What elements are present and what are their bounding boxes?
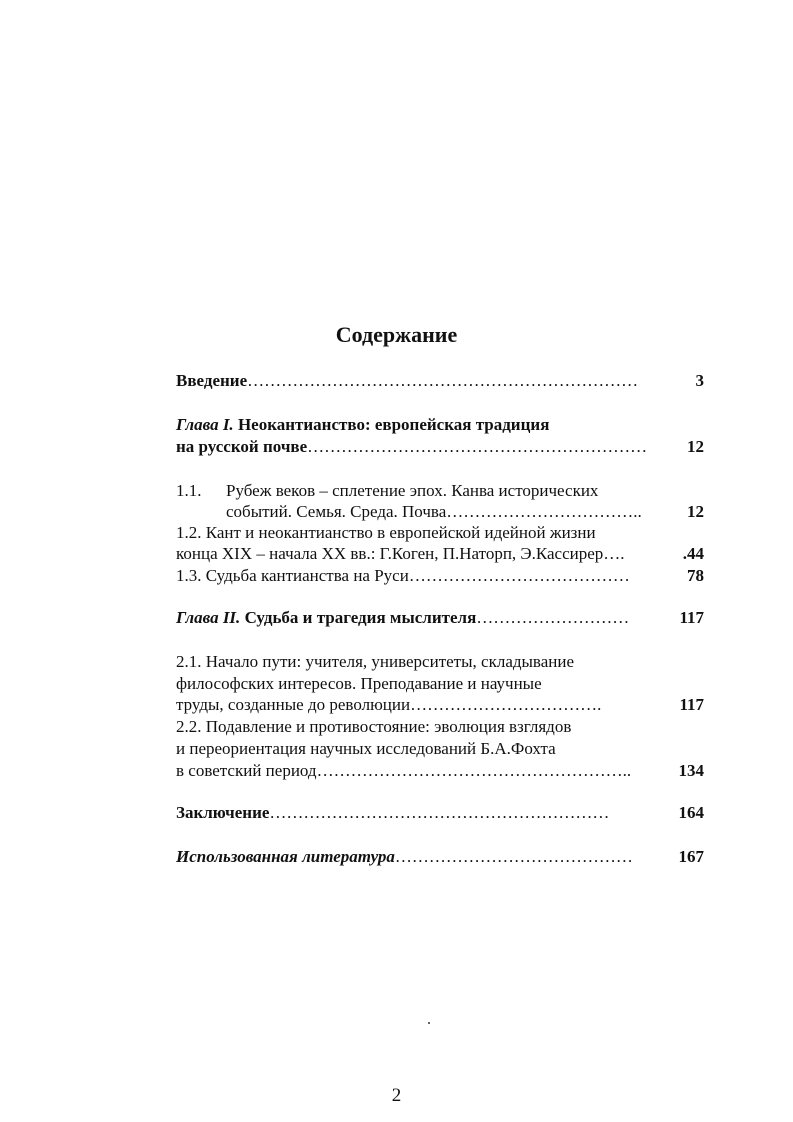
toc-entry-literature bbox=[176, 847, 704, 867]
entry-page: 117 bbox=[679, 608, 704, 627]
leader-dots: ………………………………… bbox=[408, 566, 630, 585]
toc-entry-section-2-1-cont2 bbox=[176, 695, 704, 715]
toc-entry-chapter-1 bbox=[176, 415, 704, 435]
entry-page: 12 bbox=[687, 502, 704, 521]
toc-entry-conclusion bbox=[176, 803, 704, 823]
entry-page: 164 bbox=[678, 803, 704, 822]
toc-entry-introduction bbox=[176, 371, 704, 391]
toc-entry-section-2-1 bbox=[176, 652, 704, 672]
entry-title: Судьба и трагедия мыслителя bbox=[240, 608, 477, 627]
section-number: 1.1. bbox=[176, 481, 202, 500]
entry-title: 2.2. Подавление и противостояние: эволюция взглядов bbox=[176, 717, 572, 736]
leader-dots: …………………………………………………… bbox=[307, 437, 648, 456]
page-number: 2 bbox=[391, 1085, 402, 1106]
page-title: Содержание bbox=[335, 322, 458, 347]
entry-page: 12 bbox=[687, 437, 704, 456]
leader-dots: …………………………………… bbox=[394, 847, 633, 866]
toc-entry-section-2-2-cont2 bbox=[176, 761, 704, 781]
toc-entry-section-1-2-cont bbox=[176, 544, 704, 564]
chapter-prefix: Глава I. bbox=[176, 415, 234, 434]
entry-page: 117 bbox=[679, 695, 704, 714]
leader-dots: …………………………….. bbox=[446, 502, 642, 521]
toc-entry-chapter-2 bbox=[176, 608, 704, 628]
entry-title-cont: и переориентация научных исследований Б.А.Фохта bbox=[176, 739, 556, 758]
scan-speck bbox=[428, 1022, 430, 1024]
entry-page: .44 bbox=[682, 544, 704, 563]
toc-entry-section-2-1-cont bbox=[176, 674, 704, 694]
entry-title: 2.1. Начало пути: учителя, университеты, складывание bbox=[176, 652, 575, 671]
toc-entry-section-2-2-cont bbox=[176, 739, 704, 759]
leader-dots: …………………………………………………… bbox=[269, 803, 610, 822]
entry-title: Рубеж веков – сплетение эпох. Канва исторических bbox=[226, 481, 599, 500]
entry-page: 134 bbox=[678, 761, 704, 780]
entry-title: Неокантианство: европейская традиция bbox=[233, 415, 550, 434]
entry-title-cont: в советский период bbox=[176, 761, 317, 780]
entry-title-cont: труды, созданные до революции bbox=[176, 695, 411, 714]
entry-title-cont: событий. Семья. Среда. Почва bbox=[226, 502, 447, 521]
entry-title-cont: конца XIX – начала XX вв.: Г.Коген, П.Наторп, Э.Кассирер…. bbox=[176, 544, 625, 563]
leader-dots: ……………………………………………….. bbox=[316, 761, 632, 780]
leader-dots: …………………………………………………………… bbox=[247, 371, 639, 390]
toc-entry-section-1-2 bbox=[176, 523, 704, 543]
leader-dots: ……………………………. bbox=[410, 695, 602, 714]
entry-title: Введение bbox=[176, 371, 248, 390]
toc-entry-section-1-1 bbox=[176, 481, 704, 501]
chapter-prefix: Глава II. bbox=[176, 608, 241, 627]
entry-title-cont: философских интересов. Преподавание и научные bbox=[176, 674, 542, 693]
toc-entry-section-1-3 bbox=[176, 566, 704, 586]
entry-title-cont: на русской почве bbox=[176, 437, 308, 456]
leader-dots: ……………………… bbox=[476, 608, 630, 627]
toc-entry-section-1-1-cont bbox=[176, 502, 704, 522]
entry-title: 1.3. Судьба кантианства на Руси bbox=[176, 566, 409, 585]
entry-page: 3 bbox=[695, 371, 704, 390]
entry-page: 78 bbox=[687, 566, 704, 585]
entry-title: 1.2. Кант и неокантианство в европейской идейной жизни bbox=[176, 523, 596, 542]
toc-entry-section-2-2 bbox=[176, 717, 704, 737]
toc-entry-chapter-1-cont bbox=[176, 437, 704, 457]
entry-title: Использованная литература bbox=[176, 847, 395, 866]
entry-page: 167 bbox=[678, 847, 704, 866]
entry-title: Заключение bbox=[176, 803, 270, 822]
